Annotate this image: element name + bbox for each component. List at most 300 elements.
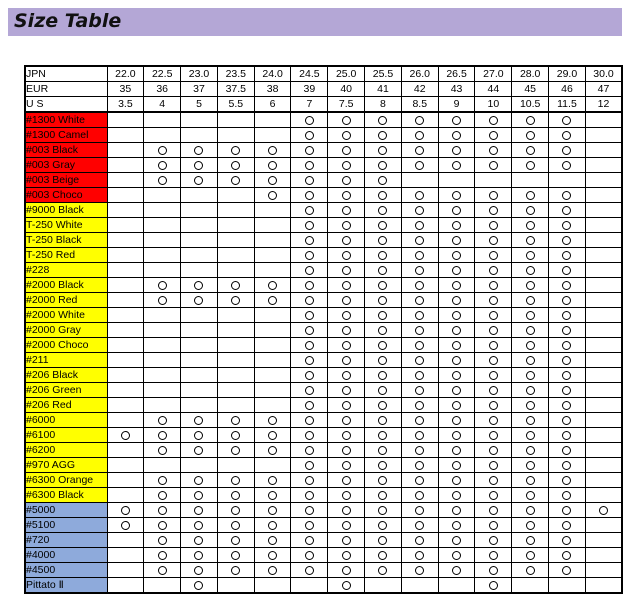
available-circle-icon bbox=[415, 356, 424, 365]
available-circle-icon bbox=[268, 491, 277, 500]
available-circle-icon bbox=[194, 146, 203, 155]
available-circle-icon bbox=[415, 476, 424, 485]
size-availability-cell bbox=[291, 128, 328, 143]
size-availability-cell bbox=[217, 533, 254, 548]
size-availability-cell bbox=[254, 353, 291, 368]
table-row bbox=[25, 503, 622, 518]
model-name: #6300 Black bbox=[25, 488, 107, 503]
header-size-cell: 36 bbox=[144, 82, 181, 97]
available-circle-icon bbox=[489, 476, 498, 485]
size-availability-cell bbox=[144, 128, 181, 143]
size-availability-cell bbox=[401, 353, 438, 368]
available-circle-icon bbox=[342, 386, 351, 395]
size-availability-cell bbox=[549, 233, 586, 248]
model-name: #228 bbox=[25, 263, 107, 278]
available-circle-icon bbox=[158, 176, 167, 185]
size-availability-cell bbox=[438, 308, 475, 323]
header-label: U S bbox=[25, 97, 107, 113]
available-circle-icon bbox=[452, 506, 461, 515]
table-row bbox=[25, 413, 622, 428]
size-availability-cell bbox=[438, 278, 475, 293]
size-availability-cell bbox=[291, 112, 328, 128]
available-circle-icon bbox=[526, 296, 535, 305]
available-circle-icon bbox=[526, 536, 535, 545]
available-circle-icon bbox=[415, 251, 424, 260]
available-circle-icon bbox=[342, 161, 351, 170]
available-circle-icon bbox=[452, 281, 461, 290]
available-circle-icon bbox=[452, 161, 461, 170]
available-circle-icon bbox=[268, 521, 277, 530]
available-circle-icon bbox=[158, 551, 167, 560]
available-circle-icon bbox=[452, 536, 461, 545]
size-availability-cell bbox=[217, 263, 254, 278]
size-availability-cell bbox=[181, 548, 218, 563]
available-circle-icon bbox=[452, 236, 461, 245]
header-size-cell: 10.5 bbox=[512, 97, 549, 113]
size-availability-cell bbox=[365, 458, 402, 473]
available-circle-icon bbox=[452, 521, 461, 530]
available-circle-icon bbox=[378, 311, 387, 320]
size-availability-cell bbox=[512, 128, 549, 143]
available-circle-icon bbox=[231, 146, 240, 155]
size-availability-cell bbox=[438, 563, 475, 578]
model-name: T-250 White bbox=[25, 218, 107, 233]
available-circle-icon bbox=[378, 146, 387, 155]
available-circle-icon bbox=[305, 521, 314, 530]
size-availability-cell bbox=[365, 428, 402, 443]
size-availability-cell bbox=[585, 563, 622, 578]
size-availability-cell bbox=[144, 473, 181, 488]
size-availability-cell bbox=[401, 188, 438, 203]
available-circle-icon bbox=[562, 371, 571, 380]
size-availability-cell bbox=[107, 578, 144, 594]
size-availability-cell bbox=[438, 173, 475, 188]
available-circle-icon bbox=[526, 401, 535, 410]
available-circle-icon bbox=[342, 521, 351, 530]
header-size-cell: 8 bbox=[365, 97, 402, 113]
header-size-cell: 24.0 bbox=[254, 66, 291, 82]
table-row bbox=[25, 248, 622, 263]
model-name: T-250 Red bbox=[25, 248, 107, 263]
size-availability-cell bbox=[512, 548, 549, 563]
size-availability-cell bbox=[254, 188, 291, 203]
size-availability-cell bbox=[254, 413, 291, 428]
available-circle-icon bbox=[378, 206, 387, 215]
size-availability-cell bbox=[401, 233, 438, 248]
size-availability-cell bbox=[107, 278, 144, 293]
size-availability-cell bbox=[365, 548, 402, 563]
header-size-cell: 11.5 bbox=[549, 97, 586, 113]
size-availability-cell bbox=[181, 428, 218, 443]
header-row-us bbox=[25, 97, 622, 113]
header-size-cell: 26.0 bbox=[401, 66, 438, 82]
available-circle-icon bbox=[121, 431, 130, 440]
available-circle-icon bbox=[489, 446, 498, 455]
available-circle-icon bbox=[231, 566, 240, 575]
available-circle-icon bbox=[489, 491, 498, 500]
size-availability-cell bbox=[107, 233, 144, 248]
available-circle-icon bbox=[194, 161, 203, 170]
available-circle-icon bbox=[489, 221, 498, 230]
available-circle-icon bbox=[562, 116, 571, 125]
size-availability-cell bbox=[438, 158, 475, 173]
size-availability-cell bbox=[181, 323, 218, 338]
size-availability-cell bbox=[217, 503, 254, 518]
size-availability-cell bbox=[107, 323, 144, 338]
size-availability-cell bbox=[365, 338, 402, 353]
size-availability-cell bbox=[512, 308, 549, 323]
available-circle-icon bbox=[194, 446, 203, 455]
size-availability-cell bbox=[512, 143, 549, 158]
size-availability-cell bbox=[254, 518, 291, 533]
table-row bbox=[25, 278, 622, 293]
size-availability-cell bbox=[401, 128, 438, 143]
size-availability-cell bbox=[328, 248, 365, 263]
available-circle-icon bbox=[305, 341, 314, 350]
model-name: #4500 bbox=[25, 563, 107, 578]
model-name: #4000 bbox=[25, 548, 107, 563]
available-circle-icon bbox=[526, 431, 535, 440]
available-circle-icon bbox=[415, 191, 424, 200]
available-circle-icon bbox=[194, 431, 203, 440]
size-availability-cell bbox=[585, 293, 622, 308]
size-availability-cell bbox=[365, 248, 402, 263]
available-circle-icon bbox=[378, 401, 387, 410]
size-availability-cell bbox=[107, 368, 144, 383]
size-availability-cell bbox=[291, 578, 328, 594]
header-size-cell: 7 bbox=[291, 97, 328, 113]
size-availability-cell bbox=[365, 473, 402, 488]
available-circle-icon bbox=[231, 551, 240, 560]
available-circle-icon bbox=[158, 446, 167, 455]
available-circle-icon bbox=[342, 221, 351, 230]
size-availability-cell bbox=[585, 158, 622, 173]
available-circle-icon bbox=[415, 236, 424, 245]
size-availability-cell bbox=[512, 188, 549, 203]
size-availability-cell bbox=[365, 263, 402, 278]
size-availability-cell bbox=[107, 563, 144, 578]
size-availability-cell bbox=[107, 338, 144, 353]
size-availability-cell bbox=[217, 188, 254, 203]
size-availability-cell bbox=[401, 308, 438, 323]
available-circle-icon bbox=[378, 431, 387, 440]
size-availability-cell bbox=[254, 383, 291, 398]
size-availability-cell bbox=[438, 368, 475, 383]
size-availability-cell bbox=[181, 518, 218, 533]
size-availability-cell bbox=[254, 158, 291, 173]
size-availability-cell bbox=[365, 293, 402, 308]
table-row bbox=[25, 203, 622, 218]
size-availability-cell bbox=[254, 218, 291, 233]
available-circle-icon bbox=[562, 131, 571, 140]
size-availability-cell bbox=[181, 188, 218, 203]
size-availability-cell bbox=[107, 158, 144, 173]
table-row bbox=[25, 218, 622, 233]
size-availability-cell bbox=[365, 278, 402, 293]
available-circle-icon bbox=[562, 461, 571, 470]
available-circle-icon bbox=[562, 551, 571, 560]
size-availability-cell bbox=[181, 233, 218, 248]
size-availability-cell bbox=[585, 233, 622, 248]
available-circle-icon bbox=[231, 161, 240, 170]
size-availability-cell bbox=[328, 218, 365, 233]
available-circle-icon bbox=[489, 251, 498, 260]
size-availability-cell bbox=[254, 263, 291, 278]
size-availability-cell bbox=[365, 158, 402, 173]
size-availability-cell bbox=[401, 368, 438, 383]
size-availability-cell bbox=[144, 203, 181, 218]
size-availability-cell bbox=[438, 353, 475, 368]
header-size-cell: 23.5 bbox=[217, 66, 254, 82]
size-availability-cell bbox=[549, 518, 586, 533]
available-circle-icon bbox=[452, 461, 461, 470]
available-circle-icon bbox=[489, 326, 498, 335]
size-availability-cell bbox=[217, 248, 254, 263]
size-availability-cell bbox=[328, 353, 365, 368]
available-circle-icon bbox=[415, 431, 424, 440]
available-circle-icon bbox=[231, 491, 240, 500]
size-availability-cell bbox=[107, 218, 144, 233]
size-availability-cell bbox=[328, 293, 365, 308]
size-availability-cell bbox=[254, 112, 291, 128]
available-circle-icon bbox=[452, 206, 461, 215]
available-circle-icon bbox=[562, 416, 571, 425]
size-availability-cell bbox=[549, 158, 586, 173]
size-availability-cell bbox=[549, 488, 586, 503]
size-availability-cell bbox=[291, 338, 328, 353]
header-size-cell: 39 bbox=[291, 82, 328, 97]
available-circle-icon bbox=[526, 476, 535, 485]
size-availability-cell bbox=[401, 428, 438, 443]
size-availability-cell bbox=[438, 323, 475, 338]
size-availability-cell bbox=[291, 518, 328, 533]
available-circle-icon bbox=[452, 566, 461, 575]
size-availability-cell bbox=[365, 233, 402, 248]
model-name: #206 Black bbox=[25, 368, 107, 383]
model-name: #2000 Red bbox=[25, 293, 107, 308]
size-availability-cell bbox=[549, 413, 586, 428]
available-circle-icon bbox=[415, 491, 424, 500]
size-availability-cell bbox=[254, 443, 291, 458]
size-availability-cell bbox=[217, 112, 254, 128]
header-size-cell: 41 bbox=[365, 82, 402, 97]
size-availability-cell bbox=[365, 503, 402, 518]
size-availability-cell bbox=[217, 518, 254, 533]
available-circle-icon bbox=[526, 251, 535, 260]
available-circle-icon bbox=[562, 521, 571, 530]
size-availability-cell bbox=[291, 203, 328, 218]
header-size-cell: 5.5 bbox=[217, 97, 254, 113]
available-circle-icon bbox=[415, 206, 424, 215]
available-circle-icon bbox=[562, 386, 571, 395]
model-name: #2000 White bbox=[25, 308, 107, 323]
available-circle-icon bbox=[452, 371, 461, 380]
available-circle-icon bbox=[305, 566, 314, 575]
size-availability-cell bbox=[107, 353, 144, 368]
size-availability-cell bbox=[181, 278, 218, 293]
size-availability-cell bbox=[549, 398, 586, 413]
size-availability-cell bbox=[217, 548, 254, 563]
size-availability-cell bbox=[438, 203, 475, 218]
size-availability-cell bbox=[107, 458, 144, 473]
available-circle-icon bbox=[526, 521, 535, 530]
size-availability-cell bbox=[401, 383, 438, 398]
size-availability-cell bbox=[291, 383, 328, 398]
size-availability-cell bbox=[512, 413, 549, 428]
size-availability-cell bbox=[512, 368, 549, 383]
size-availability-cell bbox=[512, 173, 549, 188]
table-row bbox=[25, 398, 622, 413]
available-circle-icon bbox=[342, 581, 351, 590]
size-availability-cell bbox=[328, 278, 365, 293]
size-availability-cell bbox=[144, 218, 181, 233]
available-circle-icon bbox=[562, 311, 571, 320]
size-availability-cell bbox=[291, 413, 328, 428]
header-size-cell: 6 bbox=[254, 97, 291, 113]
size-availability-cell bbox=[475, 353, 512, 368]
size-availability-cell bbox=[217, 428, 254, 443]
available-circle-icon bbox=[378, 491, 387, 500]
size-availability-cell bbox=[438, 413, 475, 428]
size-availability-cell bbox=[328, 203, 365, 218]
size-availability-cell bbox=[438, 428, 475, 443]
header-size-cell: 42 bbox=[401, 82, 438, 97]
size-availability-cell bbox=[328, 368, 365, 383]
size-availability-cell bbox=[144, 233, 181, 248]
size-availability-cell bbox=[254, 278, 291, 293]
size-availability-cell bbox=[217, 443, 254, 458]
available-circle-icon bbox=[489, 356, 498, 365]
available-circle-icon bbox=[562, 221, 571, 230]
size-availability-cell bbox=[365, 128, 402, 143]
size-availability-cell bbox=[438, 128, 475, 143]
header-size-cell: 43 bbox=[438, 82, 475, 97]
header-size-cell: 8.5 bbox=[401, 97, 438, 113]
available-circle-icon bbox=[562, 431, 571, 440]
available-circle-icon bbox=[342, 356, 351, 365]
size-availability-cell bbox=[512, 233, 549, 248]
size-availability-cell bbox=[291, 278, 328, 293]
size-availability-cell bbox=[475, 248, 512, 263]
available-circle-icon bbox=[268, 506, 277, 515]
size-availability-cell bbox=[585, 503, 622, 518]
available-circle-icon bbox=[342, 341, 351, 350]
header-label: EUR bbox=[25, 82, 107, 97]
size-availability-cell bbox=[107, 488, 144, 503]
size-availability-cell bbox=[401, 278, 438, 293]
model-name: #970 AGG bbox=[25, 458, 107, 473]
size-availability-cell bbox=[254, 473, 291, 488]
available-circle-icon bbox=[194, 506, 203, 515]
header-size-cell: 25.0 bbox=[328, 66, 365, 82]
size-availability-cell bbox=[107, 518, 144, 533]
available-circle-icon bbox=[378, 296, 387, 305]
available-circle-icon bbox=[305, 311, 314, 320]
size-availability-cell bbox=[585, 488, 622, 503]
size-availability-cell bbox=[217, 218, 254, 233]
available-circle-icon bbox=[194, 551, 203, 560]
table-row bbox=[25, 443, 622, 458]
header-row-jpn bbox=[25, 66, 622, 82]
model-name: #5100 bbox=[25, 518, 107, 533]
size-availability-cell bbox=[291, 293, 328, 308]
available-circle-icon bbox=[158, 146, 167, 155]
header-size-cell: 7.5 bbox=[328, 97, 365, 113]
size-availability-cell bbox=[475, 443, 512, 458]
header-size-cell: 46 bbox=[549, 82, 586, 97]
size-availability-cell bbox=[438, 112, 475, 128]
size-availability-cell bbox=[328, 188, 365, 203]
available-circle-icon bbox=[305, 401, 314, 410]
size-availability-cell bbox=[512, 473, 549, 488]
available-circle-icon bbox=[489, 551, 498, 560]
available-circle-icon bbox=[489, 281, 498, 290]
available-circle-icon bbox=[562, 161, 571, 170]
available-circle-icon bbox=[562, 491, 571, 500]
size-availability-cell bbox=[181, 563, 218, 578]
available-circle-icon bbox=[342, 536, 351, 545]
size-availability-cell bbox=[549, 143, 586, 158]
available-circle-icon bbox=[342, 176, 351, 185]
size-availability-cell bbox=[328, 398, 365, 413]
size-availability-cell bbox=[438, 533, 475, 548]
available-circle-icon bbox=[452, 416, 461, 425]
size-availability-cell bbox=[401, 158, 438, 173]
available-circle-icon bbox=[194, 581, 203, 590]
size-availability-cell bbox=[475, 308, 512, 323]
available-circle-icon bbox=[452, 146, 461, 155]
available-circle-icon bbox=[526, 281, 535, 290]
size-availability-cell bbox=[107, 503, 144, 518]
page-title: Size Table bbox=[14, 10, 122, 32]
available-circle-icon bbox=[415, 416, 424, 425]
size-availability-cell bbox=[365, 488, 402, 503]
available-circle-icon bbox=[489, 461, 498, 470]
size-availability-cell bbox=[328, 473, 365, 488]
available-circle-icon bbox=[268, 191, 277, 200]
available-circle-icon bbox=[158, 506, 167, 515]
available-circle-icon bbox=[342, 131, 351, 140]
available-circle-icon bbox=[305, 191, 314, 200]
available-circle-icon bbox=[378, 446, 387, 455]
size-availability-cell bbox=[475, 578, 512, 594]
available-circle-icon bbox=[378, 521, 387, 530]
size-availability-cell bbox=[438, 473, 475, 488]
available-circle-icon bbox=[305, 461, 314, 470]
size-availability-cell bbox=[291, 263, 328, 278]
size-availability-cell bbox=[585, 413, 622, 428]
available-circle-icon bbox=[231, 536, 240, 545]
size-availability-cell bbox=[328, 128, 365, 143]
available-circle-icon bbox=[415, 326, 424, 335]
size-availability-cell bbox=[401, 488, 438, 503]
available-circle-icon bbox=[526, 356, 535, 365]
size-availability-cell bbox=[144, 323, 181, 338]
available-circle-icon bbox=[562, 446, 571, 455]
available-circle-icon bbox=[562, 266, 571, 275]
available-circle-icon bbox=[305, 296, 314, 305]
size-availability-cell bbox=[438, 548, 475, 563]
size-availability-cell bbox=[549, 353, 586, 368]
size-availability-cell bbox=[475, 233, 512, 248]
size-availability-cell bbox=[549, 188, 586, 203]
size-availability-cell bbox=[217, 233, 254, 248]
header-size-cell: 10 bbox=[475, 97, 512, 113]
available-circle-icon bbox=[489, 371, 498, 380]
size-availability-cell bbox=[512, 218, 549, 233]
size-availability-cell bbox=[549, 293, 586, 308]
size-availability-cell bbox=[549, 263, 586, 278]
